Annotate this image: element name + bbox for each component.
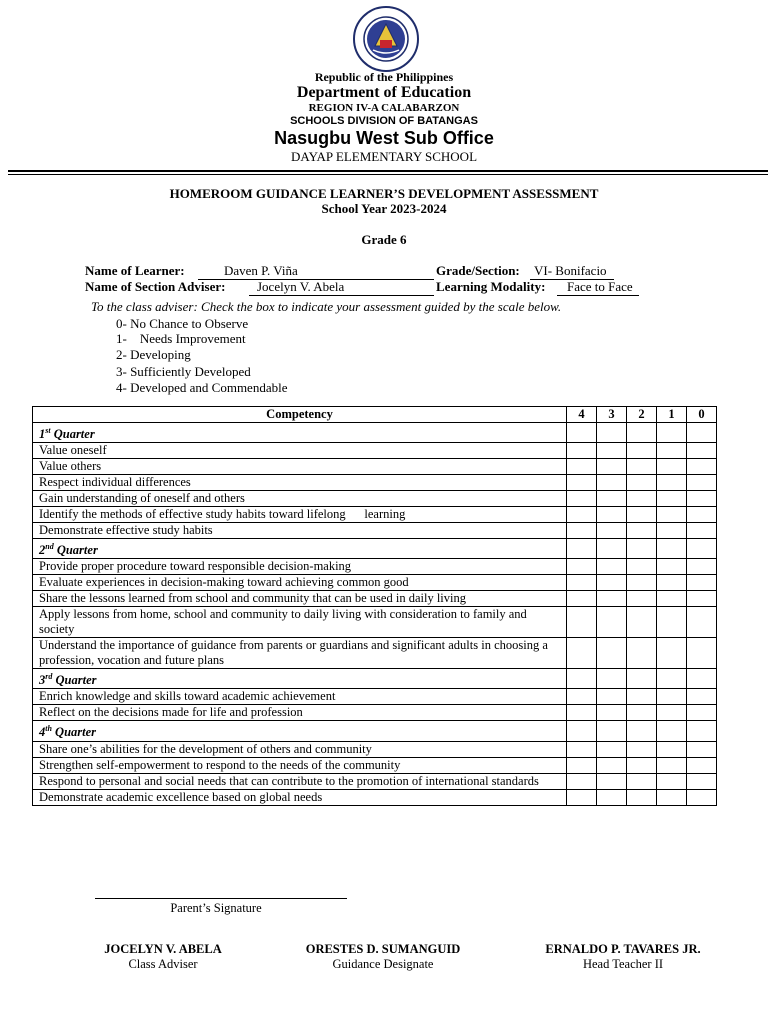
rating-checkbox-cell[interactable] (597, 721, 627, 741)
scale-item: 4- Developed and Commendable (116, 380, 288, 395)
rating-checkbox-cell[interactable] (567, 638, 597, 669)
school-name: DAYAP ELEMENTARY SCHOOL (290, 149, 478, 164)
rating-checkbox-cell[interactable] (687, 507, 717, 523)
competency-header: Competency (33, 407, 567, 423)
competency-text: Identify the methods of effective study habits toward lifelong learning (33, 507, 567, 523)
rating-checkbox-cell[interactable] (657, 507, 687, 523)
rating-checkbox-cell[interactable] (687, 575, 717, 591)
rating-checkbox-cell[interactable] (687, 607, 717, 638)
rating-checkbox-cell[interactable] (567, 607, 597, 638)
rating-checkbox-cell[interactable] (657, 539, 687, 559)
head-signatory-name: ERNALDO P. TAVARES JR. (545, 942, 701, 956)
competency-row (33, 491, 717, 507)
competency-text: Demonstrate academic excellence based on global needs (33, 789, 567, 805)
quarter-row (33, 669, 717, 689)
rating-checkbox-cell[interactable] (597, 475, 627, 491)
office-title: Nasugbu West Sub Office (274, 128, 494, 148)
rating-checkbox-cell[interactable] (657, 459, 687, 475)
rating-checkbox-cell[interactable] (597, 607, 627, 638)
learner-label: Name of Learner: (85, 263, 185, 278)
rating-checkbox-cell[interactable] (627, 705, 657, 721)
rating-checkbox-cell[interactable] (567, 689, 597, 705)
scale-item: 0- No Chance to Observe (116, 316, 249, 331)
quarter-label: 2nd Quarter (33, 539, 567, 559)
rating-checkbox-cell[interactable] (657, 741, 687, 757)
quarter-row (33, 423, 717, 443)
rating-checkbox-cell[interactable] (627, 773, 657, 789)
rating-checkbox-cell[interactable] (657, 443, 687, 459)
rating-checkbox-cell[interactable] (657, 423, 687, 443)
rating-checkbox-cell[interactable] (567, 773, 597, 789)
rating-checkbox-cell[interactable] (567, 591, 597, 607)
competency-row (33, 475, 717, 491)
quarter-label: 4th Quarter (33, 721, 567, 741)
competency-row (33, 591, 717, 607)
rating-checkbox-cell[interactable] (597, 491, 627, 507)
division-text: SCHOOLS DIVISION OF BATANGAS (290, 115, 478, 127)
modality-value: Face to Face (557, 279, 639, 296)
rating-checkbox-cell[interactable] (597, 741, 627, 757)
competency-text: Understand the importance of guidance from parents or guardians and significant adults in choosing a profession, vocation and future plans (33, 638, 567, 669)
rating-header: 1 (657, 407, 687, 423)
competency-text: Respond to personal and social needs that can contribute to the promotion of international standards (33, 773, 567, 789)
rating-checkbox-cell[interactable] (687, 443, 717, 459)
designate-signatory-role: Guidance Designate (332, 957, 434, 971)
rating-checkbox-cell[interactable] (567, 705, 597, 721)
rating-checkbox-cell[interactable] (567, 459, 597, 475)
competency-row (33, 638, 717, 669)
rating-checkbox-cell[interactable] (627, 669, 657, 689)
rating-checkbox-cell[interactable] (657, 689, 687, 705)
rating-checkbox-cell[interactable] (657, 705, 687, 721)
competency-row (33, 689, 717, 705)
rating-checkbox-cell[interactable] (687, 721, 717, 741)
region-text: REGION IV-A CALABARZON (308, 102, 460, 114)
rating-checkbox-cell[interactable] (687, 689, 717, 705)
rating-checkbox-cell[interactable] (627, 607, 657, 638)
rating-checkbox-cell[interactable] (657, 669, 687, 689)
rating-checkbox-cell[interactable] (597, 459, 627, 475)
competency-text: Share one’s abilities for the development of others and community (33, 741, 567, 757)
rating-checkbox-cell[interactable] (597, 575, 627, 591)
rating-checkbox-cell[interactable] (567, 789, 597, 805)
competency-text: Gain understanding of oneself and others (33, 491, 567, 507)
rating-checkbox-cell[interactable] (567, 443, 597, 459)
rating-checkbox-cell[interactable] (657, 559, 687, 575)
rating-checkbox-cell[interactable] (597, 773, 627, 789)
rating-checkbox-cell[interactable] (657, 575, 687, 591)
competency-row (33, 459, 717, 475)
rating-checkbox-cell[interactable] (597, 705, 627, 721)
rating-checkbox-cell[interactable] (597, 689, 627, 705)
rating-checkbox-cell[interactable] (687, 591, 717, 607)
rating-checkbox-cell[interactable] (597, 789, 627, 805)
rating-checkbox-cell[interactable] (627, 575, 657, 591)
scale-item: 3- Sufficiently Developed (116, 364, 251, 379)
competency-row (33, 789, 717, 805)
rating-checkbox-cell[interactable] (597, 523, 627, 539)
header-divider (8, 170, 768, 172)
rating-checkbox-cell[interactable] (687, 559, 717, 575)
rating-checkbox-cell[interactable] (687, 423, 717, 443)
rating-checkbox-cell[interactable] (627, 559, 657, 575)
rating-checkbox-cell[interactable] (627, 459, 657, 475)
quarter-label: 3rd Quarter (33, 669, 567, 689)
rating-checkbox-cell[interactable] (597, 669, 627, 689)
rating-checkbox-cell[interactable] (687, 523, 717, 539)
adviser-signatory-role: Class Adviser (128, 957, 198, 971)
competency-text: Enrich knowledge and skills toward academic achievement (33, 689, 567, 705)
form-title: HOMEROOM GUIDANCE LEARNER’S DEVELOPMENT ASSESSMENT (169, 186, 599, 201)
rating-checkbox-cell[interactable] (597, 591, 627, 607)
rating-checkbox-cell[interactable] (627, 443, 657, 459)
grade-label: Grade 6 (361, 232, 407, 247)
rating-checkbox-cell[interactable] (567, 491, 597, 507)
table-header-row (33, 407, 717, 423)
quarter-row (33, 721, 717, 741)
rating-checkbox-cell[interactable] (597, 539, 627, 559)
adviser-signatory-name: JOCELYN V. ABELA (104, 942, 222, 956)
competency-text: Provide proper procedure toward responsible decision-making (33, 559, 567, 575)
competency-text: Share the lessons learned from school and community that can be used in daily living (33, 591, 567, 607)
rating-checkbox-cell[interactable] (657, 607, 687, 638)
rating-checkbox-cell[interactable] (687, 773, 717, 789)
parent-signature-label: Parent’s Signature (170, 901, 262, 915)
rating-checkbox-cell[interactable] (627, 757, 657, 773)
parent-signature-line[interactable] (95, 898, 347, 899)
republic-text: Republic of the Philippines (314, 70, 454, 84)
competency-row (33, 507, 717, 523)
learner-value: Daven P. Viña (198, 263, 434, 280)
rating-checkbox-cell[interactable] (687, 491, 717, 507)
school-year: School Year 2023-2024 (321, 201, 447, 216)
rating-checkbox-cell[interactable] (657, 789, 687, 805)
competency-text: Apply lessons from home, school and community to daily living with consideration to family and society (33, 607, 567, 638)
rating-checkbox-cell[interactable] (627, 475, 657, 491)
rating-checkbox-cell[interactable] (627, 507, 657, 523)
rating-header: 2 (627, 407, 657, 423)
rating-checkbox-cell[interactable] (567, 721, 597, 741)
rating-checkbox-cell[interactable] (687, 741, 717, 757)
adviser-value: Jocelyn V. Abela (249, 279, 434, 296)
rating-checkbox-cell[interactable] (627, 523, 657, 539)
rating-checkbox-cell[interactable] (597, 443, 627, 459)
rating-checkbox-cell[interactable] (657, 638, 687, 669)
competency-row (33, 523, 717, 539)
rating-checkbox-cell[interactable] (687, 705, 717, 721)
modality-label: Learning Modality: (436, 279, 546, 294)
rating-checkbox-cell[interactable] (687, 669, 717, 689)
rating-checkbox-cell[interactable] (567, 669, 597, 689)
competency-text: Strengthen self-empowerment to respond to the needs of the community (33, 757, 567, 773)
competency-row (33, 443, 717, 459)
rating-checkbox-cell[interactable] (627, 491, 657, 507)
rating-header: 3 (597, 407, 627, 423)
head-signatory-role: Head Teacher II (582, 957, 664, 971)
rating-checkbox-cell[interactable] (627, 789, 657, 805)
rating-checkbox-cell[interactable] (687, 539, 717, 559)
competency-row (33, 773, 717, 789)
rating-checkbox-cell[interactable] (597, 507, 627, 523)
deped-seal-logo (353, 6, 419, 72)
competency-row (33, 741, 717, 757)
rating-checkbox-cell[interactable] (567, 523, 597, 539)
competency-row (33, 757, 717, 773)
rating-checkbox-cell[interactable] (597, 757, 627, 773)
competency-text: Respect individual differences (33, 475, 567, 491)
rating-checkbox-cell[interactable] (567, 757, 597, 773)
instructions-text: To the class adviser: Check the box to indicate your assessment guided by the scale below. (91, 299, 562, 314)
rating-checkbox-cell[interactable] (627, 721, 657, 741)
rating-checkbox-cell[interactable] (657, 591, 687, 607)
designate-signatory-name: ORESTES D. SUMANGUID (305, 942, 461, 956)
rating-checkbox-cell[interactable] (657, 721, 687, 741)
rating-checkbox-cell[interactable] (627, 423, 657, 443)
rating-checkbox-cell[interactable] (687, 475, 717, 491)
rating-checkbox-cell[interactable] (567, 575, 597, 591)
competency-text: Value others (33, 459, 567, 475)
rating-checkbox-cell[interactable] (687, 789, 717, 805)
rating-checkbox-cell[interactable] (567, 423, 597, 443)
rating-checkbox-cell[interactable] (687, 459, 717, 475)
rating-checkbox-cell[interactable] (567, 741, 597, 757)
rating-header: 4 (567, 407, 597, 423)
competency-row (33, 559, 717, 575)
competency-text: Reflect on the decisions made for life and profession (33, 705, 567, 721)
rating-checkbox-cell[interactable] (567, 507, 597, 523)
scale-item: 1- Needs Improvement (116, 331, 246, 346)
competency-row (33, 607, 717, 638)
rating-checkbox-cell[interactable] (657, 491, 687, 507)
assessment-table (32, 406, 717, 806)
rating-checkbox-cell[interactable] (567, 539, 597, 559)
rating-checkbox-cell[interactable] (627, 689, 657, 705)
rating-checkbox-cell[interactable] (567, 475, 597, 491)
competency-text: Value oneself (33, 443, 567, 459)
rating-checkbox-cell[interactable] (597, 638, 627, 669)
rating-checkbox-cell[interactable] (657, 475, 687, 491)
rating-checkbox-cell[interactable] (657, 757, 687, 773)
department-title: Department of Education (296, 84, 472, 101)
rating-checkbox-cell[interactable] (627, 591, 657, 607)
quarter-row (33, 539, 717, 559)
rating-checkbox-cell[interactable] (657, 523, 687, 539)
adviser-label: Name of Section Adviser: (85, 279, 226, 294)
quarter-label: 1st Quarter (33, 423, 567, 443)
competency-text: Demonstrate effective study habits (33, 523, 567, 539)
rating-checkbox-cell[interactable] (687, 757, 717, 773)
rating-checkbox-cell[interactable] (597, 559, 627, 575)
rating-checkbox-cell[interactable] (597, 423, 627, 443)
competency-row (33, 575, 717, 591)
grade-section-value: VI- Bonifacio (530, 263, 614, 280)
header-divider-thin (8, 174, 768, 175)
competency-text: Evaluate experiences in decision-making toward achieving common good (33, 575, 567, 591)
rating-checkbox-cell[interactable] (687, 638, 717, 669)
rating-checkbox-cell[interactable] (657, 773, 687, 789)
rating-checkbox-cell[interactable] (627, 638, 657, 669)
rating-header: 0 (687, 407, 717, 423)
scale-item: 2- Developing (116, 347, 191, 362)
rating-checkbox-cell[interactable] (627, 539, 657, 559)
rating-checkbox-cell[interactable] (627, 741, 657, 757)
competency-row (33, 705, 717, 721)
assessment-table-body (33, 407, 717, 806)
grade-section-label: Grade/Section: (436, 263, 520, 278)
rating-checkbox-cell[interactable] (567, 559, 597, 575)
